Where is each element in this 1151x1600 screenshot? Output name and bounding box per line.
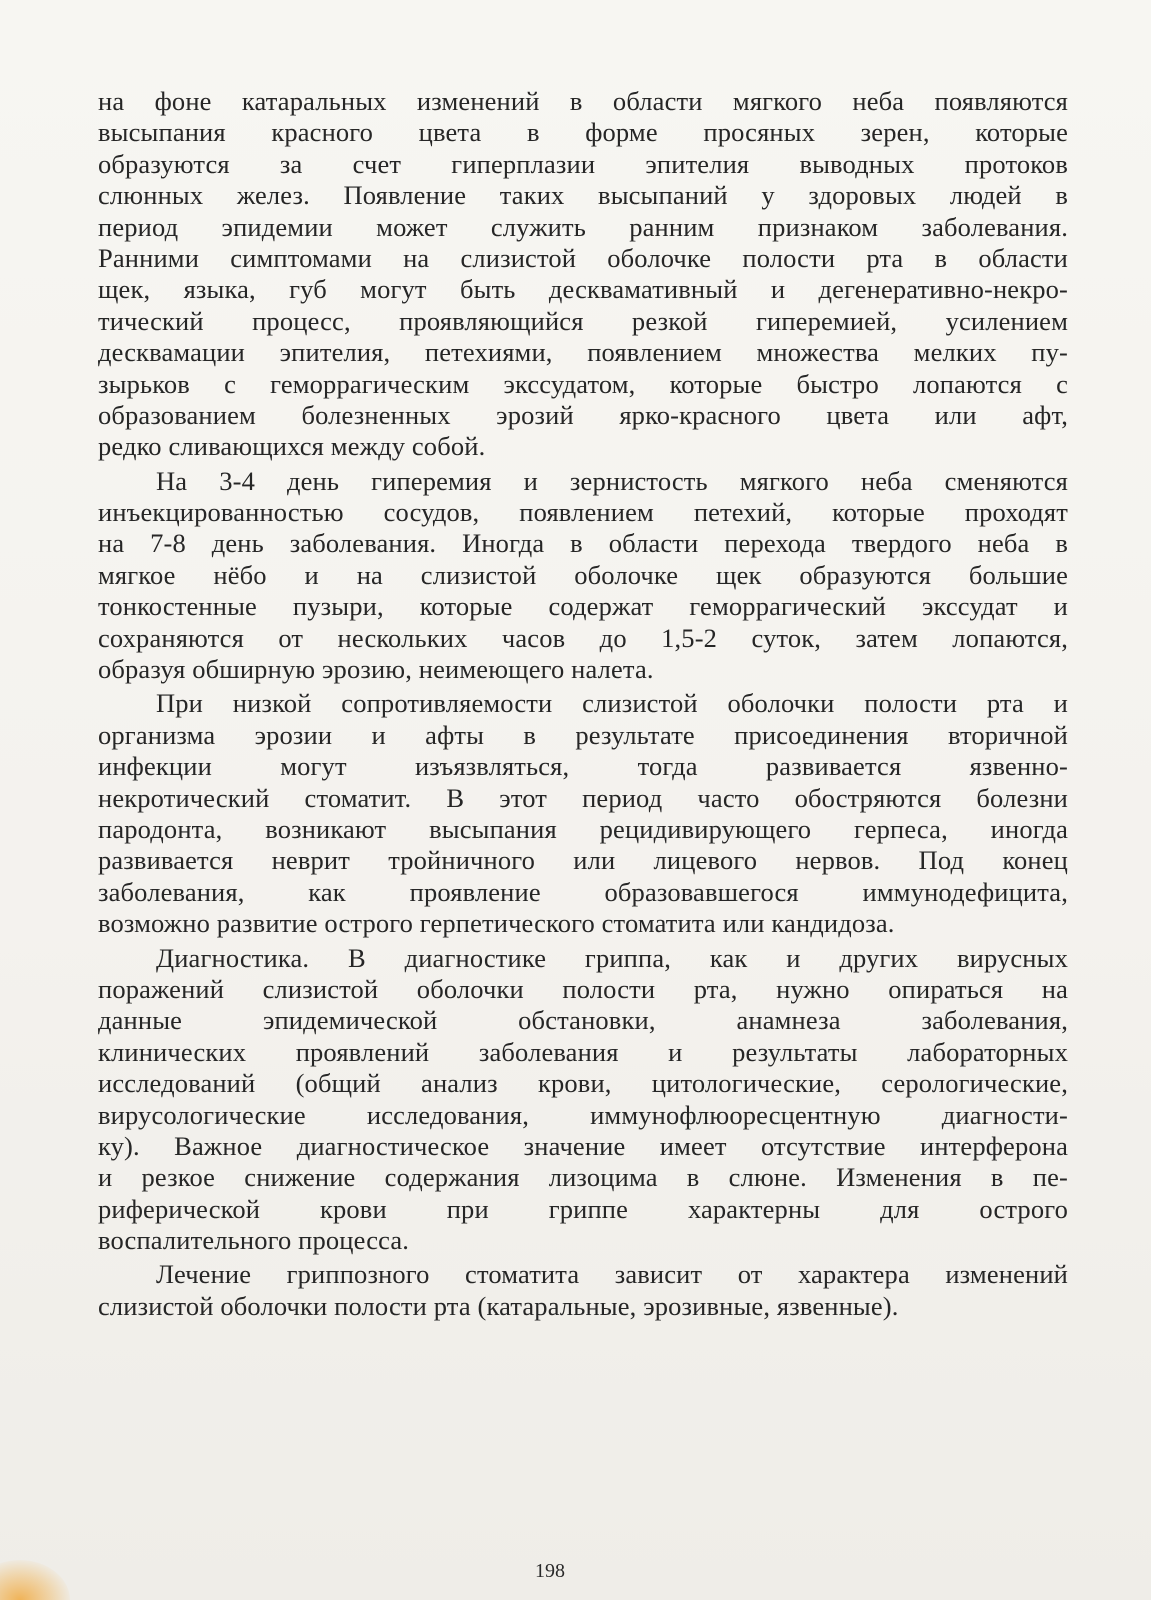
text-line: некротический стоматит. В этот период часто обостряются болезни: [98, 782, 1068, 813]
text-line: поражений слизистой оболочки полости рта, нужно опираться на: [98, 973, 1068, 1004]
text-line: возможно развитие острого герпетического стоматита или кандидоза.: [98, 908, 895, 939]
text-line: образуя обширную эрозию, неимеющего налета.: [98, 654, 654, 685]
page-number: 198: [535, 1560, 565, 1582]
text-line: организма эрозии и афты в результате присоединения вторичной: [98, 719, 1068, 750]
text-line: На 3-4 день гиперемия и зернистость мягкого неба сменяются: [156, 465, 1068, 496]
text-line: период эпидемии может служить ранним признаком заболевания.: [98, 211, 1068, 242]
text-line: на фоне катаральных изменений в области мягкого неба появляются: [98, 86, 1068, 116]
text-line: клинических проявлений заболевания и результаты лабораторных: [98, 1036, 1068, 1067]
paragraph: [98, 688, 1068, 939]
text-line: слизистой оболочки полости рта (катаральные, эрозивные, язвенные).: [98, 1290, 899, 1321]
text-line: развивается неврит тройничного или лицевого нервов. Под конец: [98, 845, 1068, 876]
text-line: ку). Важное диагностическое значение имеет отсутствие интерферона: [98, 1130, 1068, 1161]
paragraph: [98, 86, 1068, 463]
text-line: тический процесс, проявляющийся резкой гиперемией, усилением: [98, 305, 1068, 336]
text-line: При низкой сопротивляемости слизистой оболочки полости рта и: [156, 688, 1068, 719]
text-line: десквамации эпителия, петехиями, появлением множества мелких пу-: [98, 337, 1068, 368]
text-line: образуются за счет гиперплазии эпителия выводных протоков: [98, 148, 1068, 179]
text-line: сохраняются от нескольких часов до 1,5-2 суток, затем лопаются,: [98, 622, 1068, 653]
text-line: зырьков с геморрагическим экссудатом, которые быстро лопаются с: [98, 368, 1068, 399]
text-line: пародонта, возникают высыпания рецидивирующего герпеса, иногда: [98, 813, 1068, 844]
text-line: образованием болезненных эрозий ярко-красного цвета или афт,: [98, 399, 1068, 430]
text-line: данные эпидемической обстановки, анамнеза заболевания,: [98, 1005, 1068, 1036]
text-line: и резкое снижение содержания лизоцима в слюне. Изменения в пе-: [98, 1162, 1068, 1193]
text-line: риферической крови при гриппе характерны для острого: [98, 1193, 1068, 1224]
body-text: [98, 86, 1068, 1322]
text-line: воспалительного процесса.: [98, 1225, 410, 1256]
text-line: Диагностика. В диагностике гриппа, как и других вирусных: [156, 942, 1068, 973]
text-line: тонкостенные пузыри, которые содержат геморрагический экссудат и: [98, 591, 1068, 622]
text-line: инфекции могут изъязвляться, тогда развивается язвенно-: [98, 751, 1068, 782]
text-line: редко сливающихся между собой.: [98, 431, 486, 462]
paragraph: [98, 943, 1068, 1257]
text-line: высыпания красного цвета в форме просяных зерен, которые: [98, 117, 1068, 148]
text-line: исследований (общий анализ крови, цитологические, серологические,: [98, 1068, 1068, 1099]
text-line: мягкое нёбо и на слизистой оболочке щек образуются большие: [98, 559, 1068, 590]
text-line: слюнных желез. Появление таких высыпаний у здоровых людей в: [98, 180, 1068, 211]
text-line: Лечение гриппозного стоматита зависит от характера изменений: [156, 1259, 1068, 1290]
text-line: на 7-8 день заболевания. Иногда в области перехода твердого неба в: [98, 528, 1068, 559]
text-line: инъекцированностью сосудов, появлением петехий, которые проходят: [98, 497, 1068, 528]
text-line: заболевания, как проявление образовавшегося иммунодефицита,: [98, 876, 1068, 907]
text-line: вирусологические исследования, иммунофлюоресцентную диагности-: [98, 1099, 1068, 1130]
text-line: Ранними симптомами на слизистой оболочке полости рта в области: [98, 242, 1068, 273]
text-line: щек, языка, губ могут быть десквамативный и дегенеративно-некро-: [98, 274, 1068, 305]
paragraph: [98, 466, 1068, 686]
paragraph: [98, 1259, 1068, 1322]
